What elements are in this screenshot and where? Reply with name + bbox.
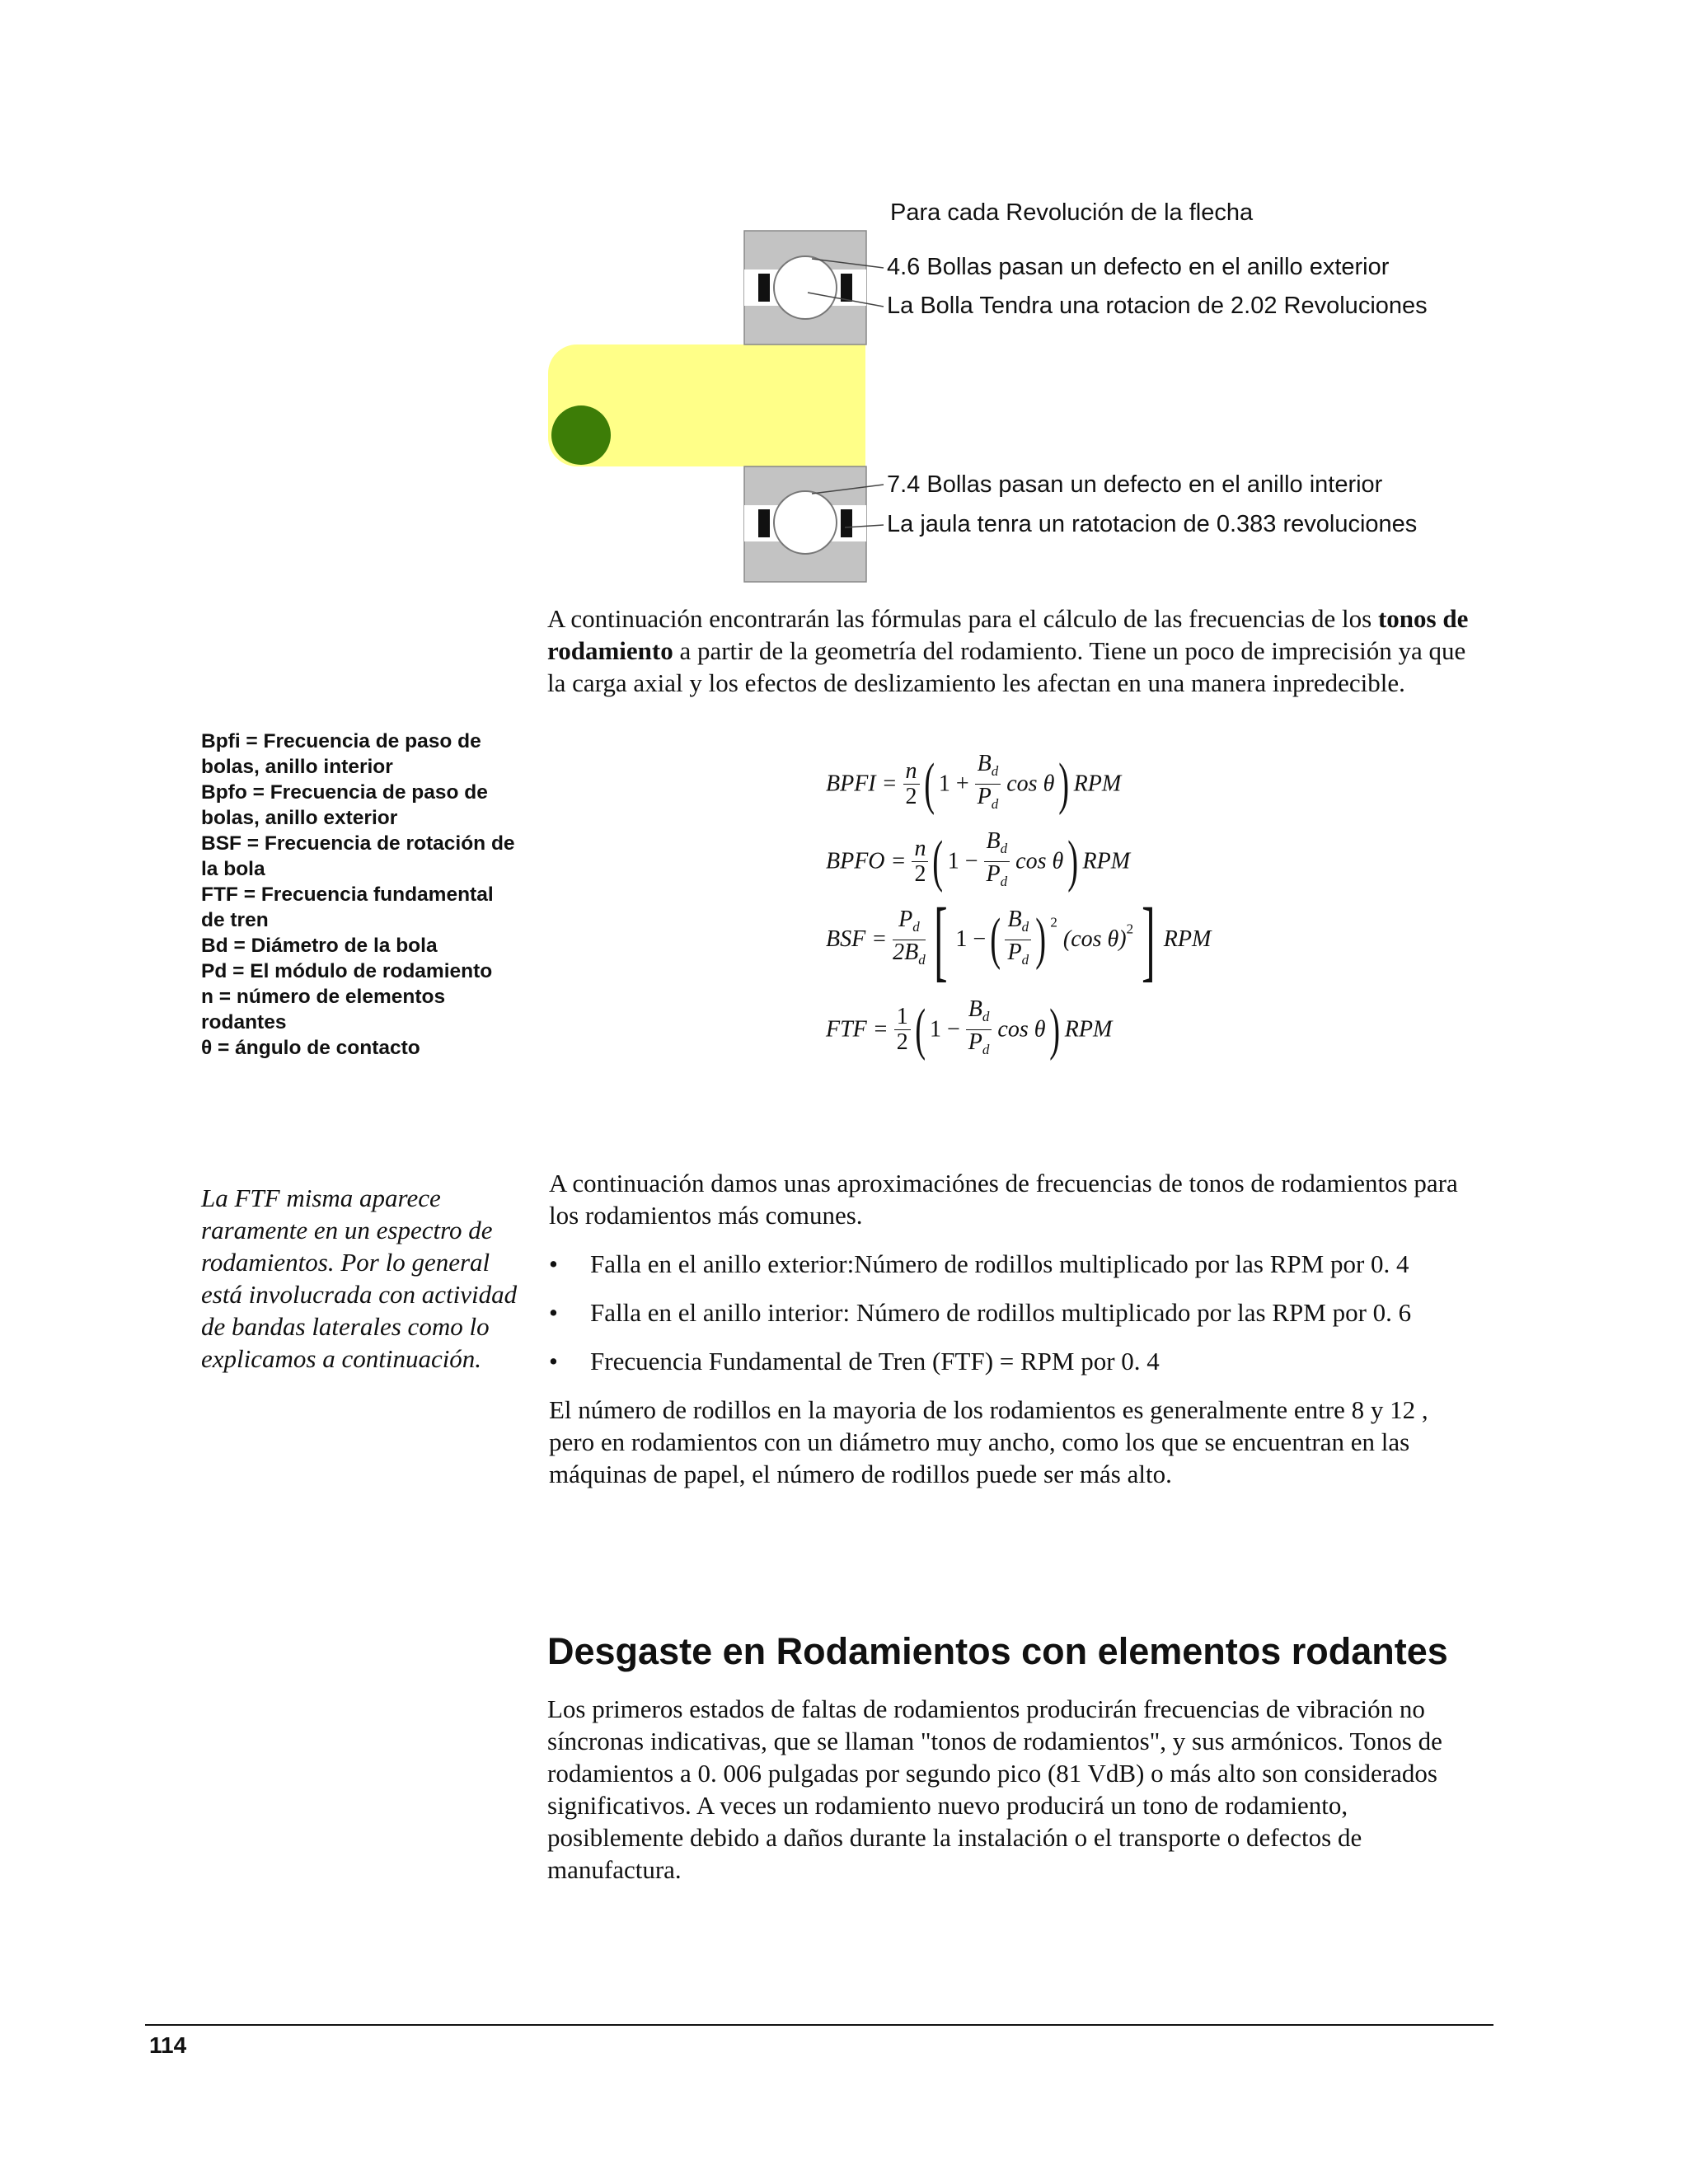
defect-dot bbox=[551, 405, 611, 465]
formula-cos: (cos θ) bbox=[1062, 926, 1127, 952]
formula-one: 1 bbox=[894, 1005, 911, 1030]
formula-bpfo: BPFO = $\frac{n}{2}$ ( 1 − $\frac{B_d}{P_d}$ cos θ) RPM bbox=[826, 828, 1131, 893]
formula-B: B bbox=[986, 828, 1001, 854]
formula-ftf: FTF = $\frac{1}{2}$ ( 1 − $\frac{B_d}{P_d}$ cos θ) RPM bbox=[826, 996, 1113, 1062]
intro-text-post: a partir de la geometría del rodamiento. Tiene un poco de imprecisión ya que la carga axial y los efectos de deslizamiento les afectan en una manera inpredecible. bbox=[547, 636, 1466, 697]
roller-right-top bbox=[841, 274, 852, 302]
formula-cos: cos θ bbox=[1015, 848, 1064, 874]
formula-rpm: RPM bbox=[1082, 848, 1131, 874]
formula-bpfi: BPFI = $\frac{n}{2}$ ( 1 + $\frac{B_d}{P_d}$ cos θ) RPM bbox=[826, 751, 1122, 816]
formula-B: B bbox=[1007, 906, 1022, 932]
formula-B: B bbox=[977, 751, 992, 776]
intro-paragraph bbox=[547, 602, 1479, 699]
ball-top bbox=[774, 256, 837, 319]
formula-rpm: RPM bbox=[1163, 926, 1212, 952]
formula-one-minus: 1 − bbox=[930, 1016, 960, 1043]
formula-sub-d: d bbox=[918, 951, 926, 968]
formula-lhs: FTF = bbox=[826, 1016, 889, 1043]
formula-P: P bbox=[977, 784, 992, 809]
bullet-icon: • bbox=[549, 1347, 558, 1376]
formula-two: 2 bbox=[914, 861, 926, 887]
ball-rotation-label: La Bolla Tendra una rotacion de 2.02 Revoluciones bbox=[887, 293, 1428, 319]
definition-item: θ = ángulo de contacto bbox=[201, 1037, 420, 1059]
formula-sub-d: d bbox=[1021, 951, 1029, 968]
formula-two: 2 bbox=[896, 1029, 908, 1055]
formula-P: P bbox=[898, 906, 913, 932]
page-number: 114 bbox=[149, 2032, 187, 2058]
definition-item: Bpfi = Frecuencia de paso de bolas, anillo interior bbox=[201, 730, 481, 778]
formula-sub-d: d bbox=[1000, 841, 1008, 856]
formula-square: 2 bbox=[1050, 914, 1057, 930]
formula-2B: 2B bbox=[893, 939, 919, 965]
formula-lhs: BPFI = bbox=[826, 771, 898, 797]
shaft bbox=[577, 344, 865, 466]
formula-lhs: BPFO = bbox=[826, 848, 907, 874]
list-item bbox=[549, 1296, 1472, 1329]
definition-item: n = número de elementos rodantes bbox=[201, 986, 446, 1033]
definitions-list bbox=[201, 729, 523, 1061]
formula-sub-d: d bbox=[1021, 918, 1029, 935]
formula-P: P bbox=[968, 1029, 982, 1055]
formula-cos: cos θ bbox=[997, 1016, 1046, 1043]
formula-sub-d: d bbox=[991, 796, 999, 812]
formula-sub-d: d bbox=[912, 918, 920, 935]
formula-one-minus: 1 − bbox=[955, 926, 987, 952]
ftf-sidebar-note: La FTF misma aparece raramente en un espectro de rodamientos. Por lo general está involucrada con actividad de bandas laterales como lo explicamos a continuación. bbox=[201, 1183, 518, 1373]
footer-rule bbox=[145, 2024, 1493, 2026]
intro-bold-term: tonos de rodamiento bbox=[547, 604, 1469, 665]
formula-P: P bbox=[1007, 939, 1022, 965]
formula-n: n bbox=[903, 759, 920, 785]
outer-balls-label: 4.6 Bollas pasan un defecto en el anillo exterior bbox=[887, 254, 1390, 280]
formula-rpm: RPM bbox=[1073, 771, 1122, 797]
formula-B: B bbox=[968, 996, 982, 1022]
formula-sub-d: d bbox=[982, 1009, 990, 1024]
definition-item: Bd = Diámetro de la bola bbox=[201, 935, 438, 957]
bullet-text: Frecuencia Fundamental de Tren (FTF) = RPM por 0. 4 bbox=[590, 1347, 1160, 1376]
definition-item: FTF = Frecuencia fundamental de tren bbox=[201, 883, 494, 931]
formula-sub-d: d bbox=[1000, 874, 1008, 889]
formula-sub-d: d bbox=[982, 1042, 990, 1057]
formula-bsf: BSF = $\frac{P_d}{2B_d}$ [ 1 −( $\frac{B_d}{P_d}$ ) $^2$ (cos θ)$^2$] RPM bbox=[826, 889, 1212, 990]
bearing-diagram bbox=[0, 0, 1688, 593]
formula-P: P bbox=[986, 861, 1001, 887]
ball-bottom bbox=[774, 491, 837, 554]
section-body: Los primeros estados de faltas de rodamientos producirán frecuencias de vibración no síncronas indicativas, que se llaman "tonos de rodamientos", y sus armónicos. Tonos de rodamientos a 0. 006 pulgadas por segundo pico (81 VdB) o más alto son considerados significativos. A veces un rodamiento nuevo producirá un tono de rodamiento, posiblemente debido a daños durante la instalación o el transporte o defectos de manufactura. bbox=[547, 1694, 1442, 1884]
roller-left-bottom bbox=[758, 509, 770, 537]
roller-right-bottom bbox=[841, 509, 852, 537]
formula-two: 2 bbox=[905, 784, 917, 809]
diagram-header: Para cada Revolución de la flecha bbox=[890, 199, 1254, 226]
approximations-section bbox=[549, 1167, 1472, 1490]
definition-item: Bpfo = Frecuencia de paso de bolas, anillo exterior bbox=[201, 781, 488, 829]
bullet-icon: • bbox=[549, 1298, 558, 1327]
formula-one-plus: 1 + bbox=[938, 771, 969, 797]
formula-sub-d: d bbox=[991, 763, 999, 779]
inner-balls-label: 7.4 Bollas pasan un defecto en el anillo interior bbox=[887, 471, 1383, 498]
formula-one-minus: 1 − bbox=[947, 848, 978, 874]
cage-rotation-label: La jaula tenra un ratotacion de 0.383 revoluciones bbox=[887, 511, 1418, 537]
formula-square: 2 bbox=[1126, 921, 1134, 937]
definition-item: Pd = El módulo de rodamiento bbox=[201, 960, 493, 982]
definition-item: BSF = Frecuencia de rotación de la bola bbox=[201, 832, 515, 880]
list-item bbox=[549, 1345, 1472, 1377]
bullet-text: Falla en el anillo exterior:Número de rodillos multiplicado por las RPM por 0. 4 bbox=[590, 1249, 1409, 1278]
section-heading: Desgaste en Rodamientos con elementos rodantes bbox=[547, 1630, 1448, 1672]
formula-n: n bbox=[912, 837, 928, 862]
bullet-icon: • bbox=[549, 1249, 558, 1278]
approximations-closing: El número de rodillos en la mayoria de los rodamientos es generalmente entre 8 y 12 , pero en rodamientos con un diámetro muy ancho, como los que se encuentran en las máquinas de papel, el número de rodillos puede ser más alto. bbox=[549, 1395, 1428, 1488]
approximations-intro: A continuación damos unas aproximaciónes de frecuencias de tonos de rodamientos para los rodamientos más comunes. bbox=[549, 1169, 1458, 1230]
formula-lhs: BSF = bbox=[826, 926, 888, 952]
list-item bbox=[549, 1248, 1472, 1280]
formula-rpm: RPM bbox=[1064, 1016, 1113, 1043]
bullet-text: Falla en el anillo interior: Número de rodillos multiplicado por las RPM por 0. 6 bbox=[590, 1298, 1412, 1327]
formula-cos: cos θ bbox=[1006, 771, 1055, 797]
intro-text-pre: A continuación encontrarán las fórmulas para el cálculo de las frecuencias de los bbox=[547, 604, 1372, 633]
roller-left-top bbox=[758, 274, 770, 302]
